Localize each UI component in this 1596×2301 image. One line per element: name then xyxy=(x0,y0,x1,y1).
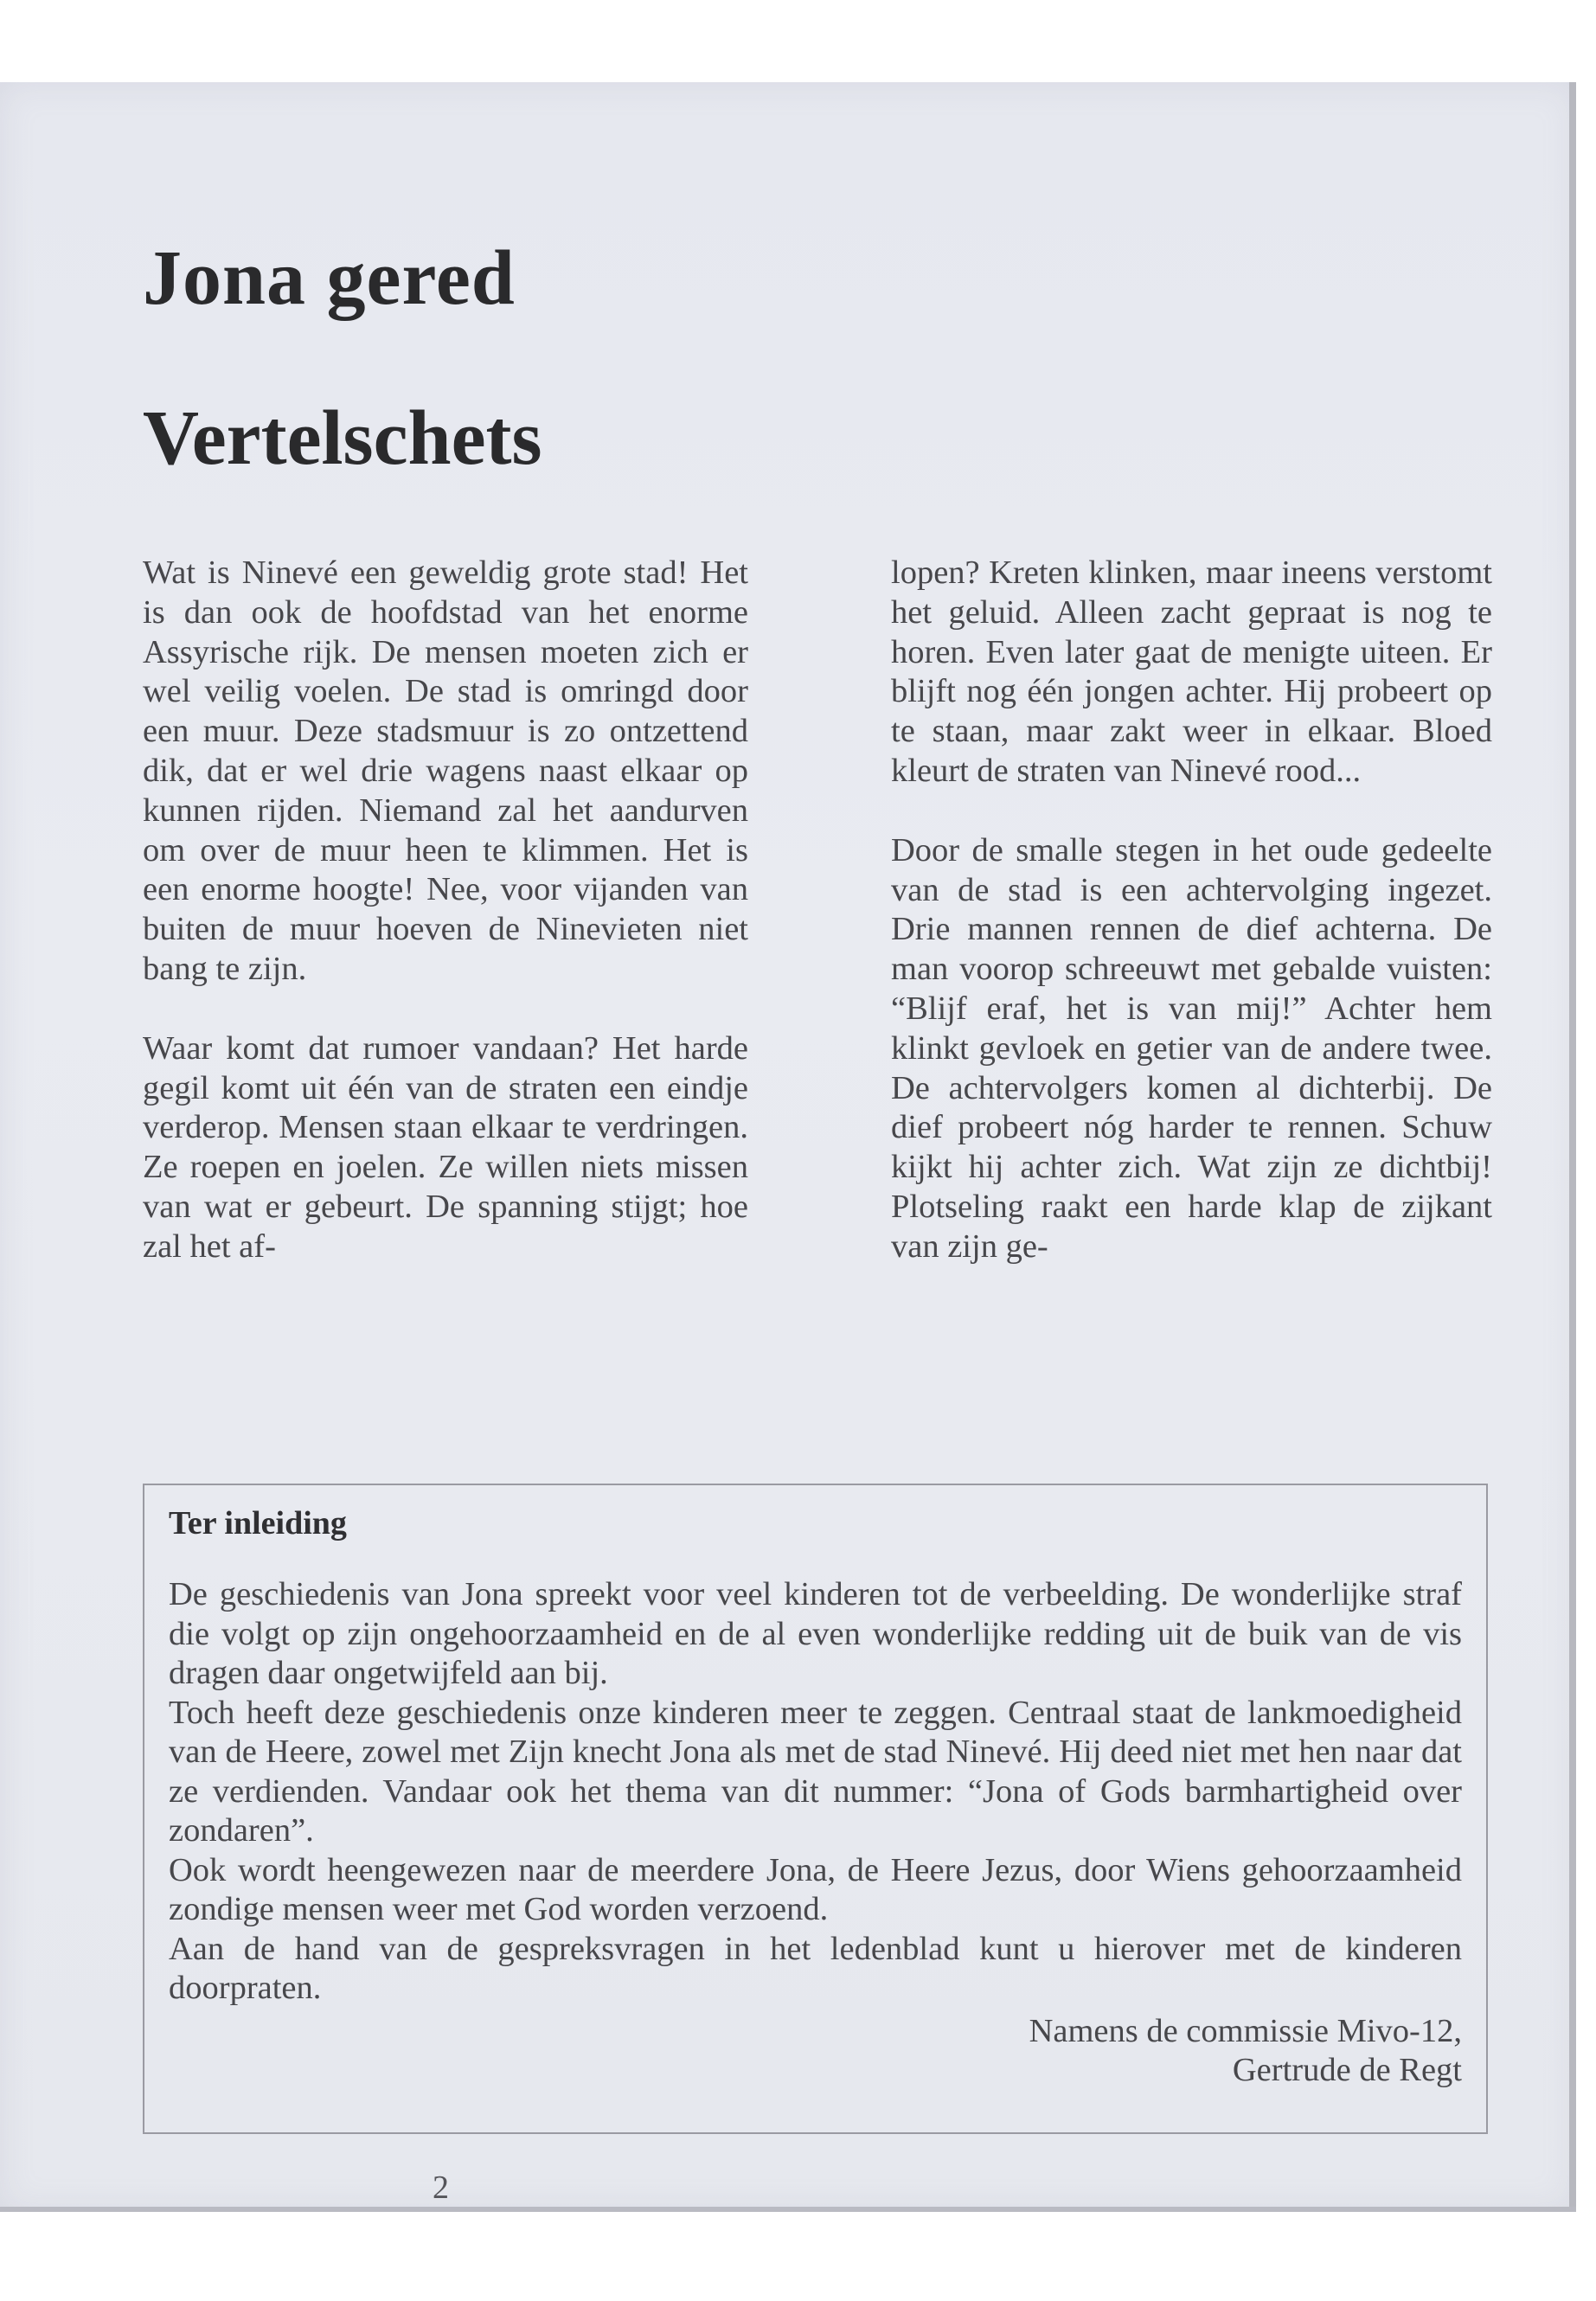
story-paragraph: Door de smalle stegen in het oude gedeelte van de stad is een achtervolging ingezet. Drie mannen rennen de dief achterna. De man voorop schreeuwt met gebalde vuisten: “Blijf eraf, het is van mij!” Achter hem klinkt gevloek en getier van de andere twee. De achtervolgers komen al dichterbij. De dief probeert nóg harder te rennen. Schuw kijkt hij achter zich. Wat zijn ze dichtbij! Plotseling raakt een harde klap de zijkant van zijn ge- xyxy=(891,831,1492,1265)
page-edge-bottom xyxy=(0,2207,1576,2212)
intro-text xyxy=(169,1575,1462,2009)
page-edge-right xyxy=(1569,82,1576,2212)
intro-heading: Ter inleiding xyxy=(169,1505,347,1541)
page-sheet xyxy=(0,82,1576,2212)
page-number: 2 xyxy=(433,2170,449,2206)
signature xyxy=(169,2012,1462,2091)
intro-box xyxy=(143,1484,1488,2134)
signature-committee: Namens de commissie Mivo-12, xyxy=(1029,2012,1462,2049)
intro-paragraph: Aan de hand van de gespreksvragen in het ledenblad kunt u hierover met de kinderen doorpraten. xyxy=(169,1930,1462,2006)
intro-paragraph: De geschiedenis van Jona spreekt voor veel kinderen tot de verbeelding. De wonderlijke straf die volgt op zijn ongehoorzaamheid en de al even wonderlijke redding uit de buik van de vis dragen daar ongetwijfeld aan bij. xyxy=(169,1576,1462,1691)
story-column-left xyxy=(143,554,748,1307)
story-paragraph: Waar komt dat rumoer vandaan? Het harde gegil komt uit één van de straten een eindje verderop. Mensen staan elkaar te verdringen. Ze roepen en joelen. Ze willen niets missen van wat er gebeurt. De spanning stijgt; hoe zal het af- xyxy=(143,1029,748,1265)
intro-paragraph: Ook wordt heengewezen naar de meerdere Jona, de Heere Jezus, door Wiens gehoorzaamheid zondige mensen weer met God worden verzoend. xyxy=(169,1851,1462,1927)
signature-author: Gertrude de Regt xyxy=(1232,2052,1462,2088)
page-title: Jona gered xyxy=(143,235,516,321)
section-subtitle: Vertelschets xyxy=(143,395,542,481)
story-paragraph: Wat is Ninevé een geweldig grote stad! Het is dan ook de hoofdstad van het enorme Assyrische rijk. De mensen moeten zich er wel veilig voelen. De stad is omringd door een muur. Deze stadsmuur is zo ontzettend dik, dat er wel drie wagens naast elkaar op kunnen rijden. Niemand zal het aandurven om over de muur heen te klimmen. Het is een enorme hoogte! Nee, voor vijanden van buiten de muur hoeven de Ninevieten niet bang te zijn. xyxy=(143,554,748,987)
story-paragraph: lopen? Kreten klinken, maar ineens verstomt het geluid. Alleen zacht gepraat is nog te horen. Even later gaat de menigte uiteen. Er blijft nog één jongen achter. Hij probeert op te staan, maar zakt weer in elkaar. Bloed kleurt de straten van Ninevé rood... xyxy=(891,554,1492,789)
story-column-right xyxy=(891,554,1492,1307)
intro-paragraph: Toch heeft deze geschiedenis onze kinderen meer te zeggen. Centraal staat de lankmoedigheid van de Heere, zowel met Zijn knecht Jona als met de stad Ninevé. Hij deed niet met hen naar dat ze verdienden. Vandaar ook het thema van dit nummer: “Jona of Gods barmhartigheid over zondaren”. xyxy=(169,1694,1462,1849)
